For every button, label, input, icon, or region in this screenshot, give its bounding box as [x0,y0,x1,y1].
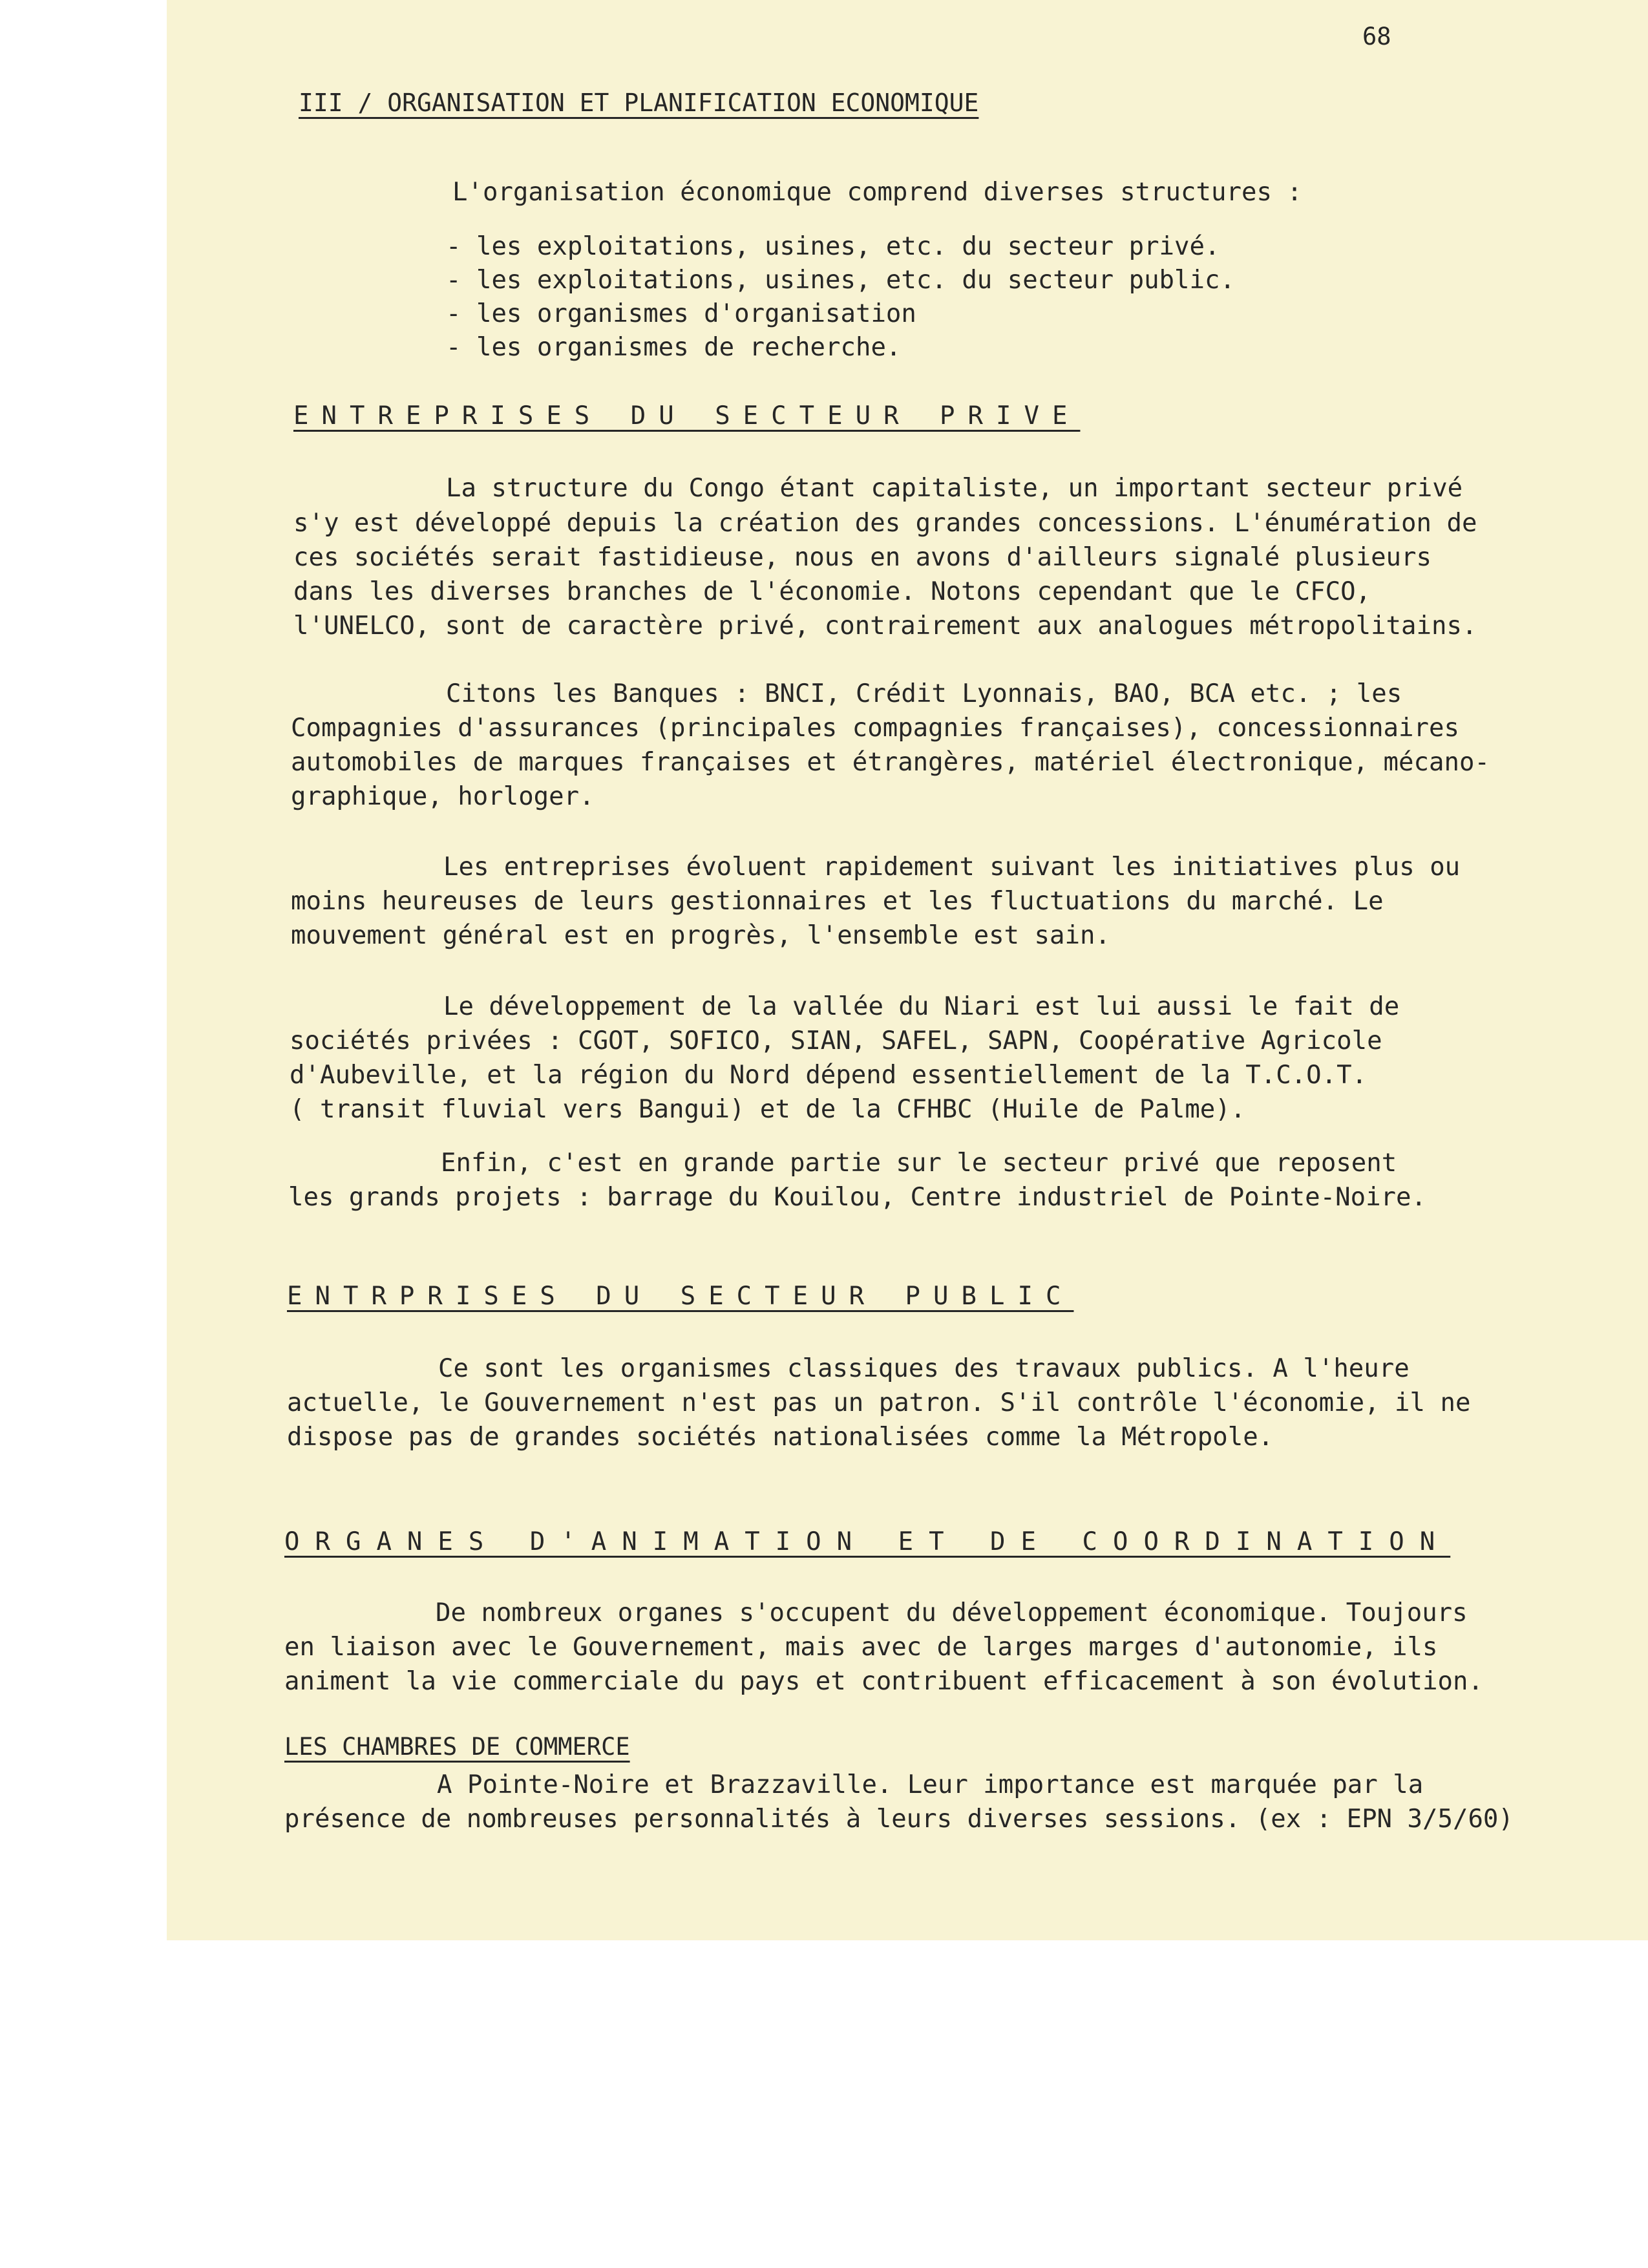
list-item: - les exploitations, usines, etc. du secteur privé. [446,232,1220,261]
section-heading-chambres: LES CHAMBRES DE COMMERCE [284,1733,630,1761]
paragraph-line: Le développement de la vallée du Niari est lui aussi le fait de [443,992,1400,1021]
paragraph-line: sociétés privées : CGOT, SOFICO, SIAN, SAFEL, SAPN, Coopérative Agricole [290,1026,1382,1055]
paragraph-line: ces sociétés serait fastidieuse, nous en avons d'ailleurs signalé plusieurs [293,543,1431,572]
paragraph-line: automobiles de marques françaises et étrangères, matériel électronique, mécano- [291,748,1490,777]
list-item: - les organismes de recherche. [446,333,902,362]
paragraph-line: animent la vie commerciale du pays et contribuent efficacement à son évolution. [284,1667,1483,1696]
paragraph-line: actuelle, le Gouvernement n'est pas un patron. S'il contrôle l'économie, il ne [287,1388,1471,1417]
section-heading-organes: ORGANES D'ANIMATION ET DE COORDINATION [284,1527,1451,1556]
paragraph-line: présence de nombreuses personnalités à leurs diverses sessions. (ex : EPN 3/5/60) [284,1805,1514,1834]
page-number: 68 [1362,23,1391,50]
paragraph-line: Enfin, c'est en grande partie sur le secteur privé que reposent [441,1149,1397,1178]
paragraph-line: dispose pas de grandes sociétés nationalisées comme la Métropole. [287,1423,1274,1452]
paragraph-line: d'Aubeville, et la région du Nord dépend essentiellement de la T.C.O.T. [290,1061,1368,1090]
paragraph-line: Citons les Banques : BNCI, Crédit Lyonnais, BAO, BCA etc. ; les [446,679,1402,708]
paragraph-line: Les entreprises évoluent rapidement suivant les initiatives plus ou [443,853,1461,882]
paragraph-line: l'UNELCO, sont de caractère privé, contrairement aux analogues métropolitains. [293,611,1477,641]
list-item: - les organismes d'organisation [446,299,916,328]
paragraph-line: mouvement général est en progrès, l'ensemble est sain. [291,921,1110,950]
paragraph-line: s'y est développé depuis la création des grandes concessions. L'énumération de [293,509,1477,538]
paragraph-line: ( transit fluvial vers Bangui) et de la CFHBC (Huile de Palme). [290,1095,1246,1124]
intro-line: L'organisation économique comprend diverses structures : [452,178,1302,207]
paragraph-line: les grands projets : barrage du Kouilou, Centre industriel de Pointe-Noire. [288,1183,1426,1212]
paragraph-line: graphique, horloger. [291,782,595,811]
list-item: - les exploitations, usines, etc. du secteur public. [446,266,1235,295]
paragraph-line: moins heureuses de leurs gestionnaires et les fluctuations du marché. Le [291,887,1384,916]
paragraph-line: La structure du Congo étant capitaliste, un important secteur privé [446,474,1463,503]
paragraph-line: De nombreux organes s'occupent du développement économique. Toujours [436,1598,1468,1627]
paragraph-line: A Pointe-Noire et Brazzaville. Leur importance est marquée par la [437,1770,1424,1799]
paragraph-line: Compagnies d'assurances (principales compagnies françaises), concessionnaires [291,714,1459,743]
paragraph-line: Ce sont les organismes classiques des travaux publics. A l'heure [438,1354,1410,1383]
section-heading-public: ENTRPRISES DU SECTEUR PUBLIC [287,1282,1074,1311]
section-heading-prive: ENTREPRISES DU SECTEUR PRIVE [293,401,1081,430]
paragraph-line: en liaison avec le Gouvernement, mais avec de larges marges d'autonomie, ils [284,1633,1438,1662]
paragraph-line: dans les diverses branches de l'économie. Notons cependant que le CFCO, [293,577,1371,606]
page-title: III / ORGANISATION ET PLANIFICATION ECONOMIQUE [299,89,979,117]
